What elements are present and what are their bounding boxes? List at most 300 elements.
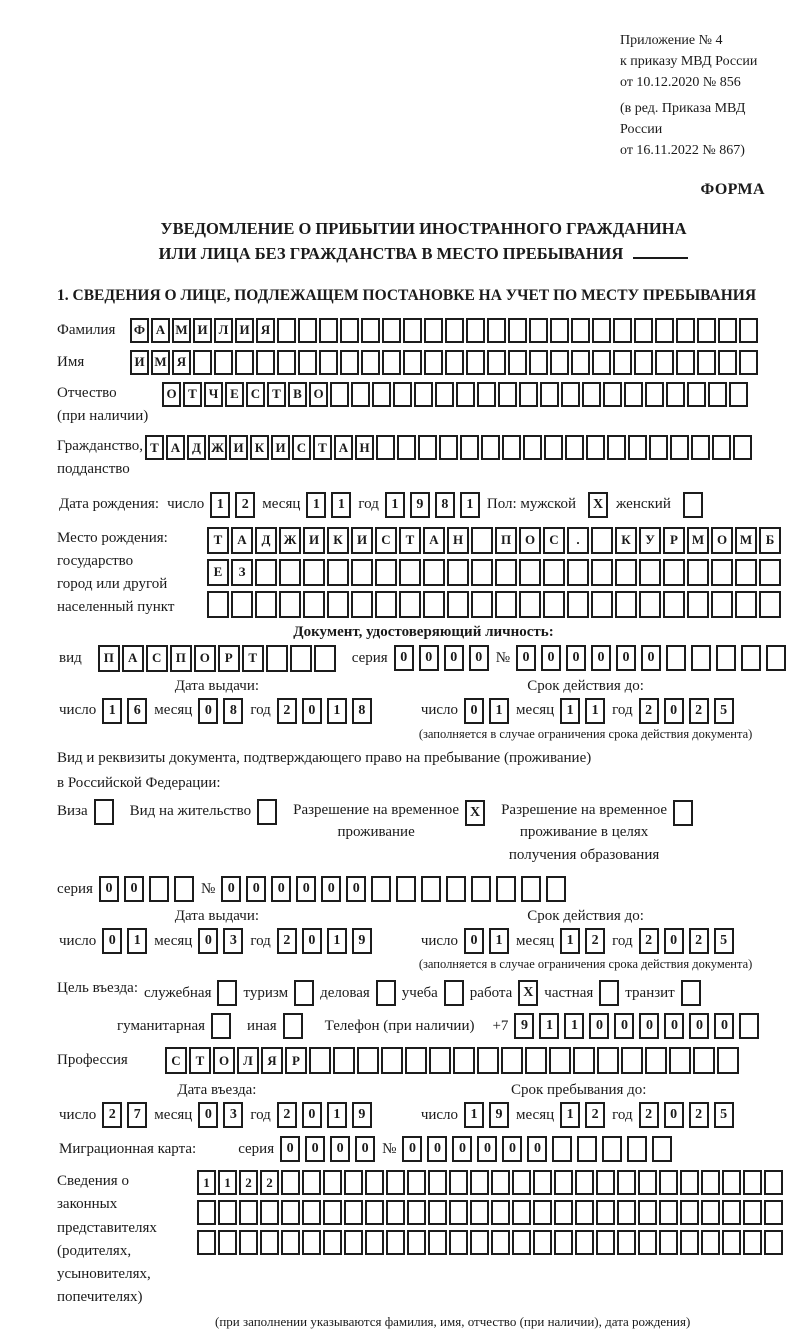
char-cell[interactable] <box>739 350 758 375</box>
char-cell[interactable] <box>495 559 517 586</box>
char-cell[interactable]: Н <box>355 435 374 460</box>
char-cell[interactable] <box>386 1170 405 1195</box>
char-cell[interactable] <box>218 1200 237 1225</box>
char-cell[interactable]: 1 <box>197 1170 216 1195</box>
char-cell[interactable] <box>617 1230 636 1255</box>
purpose-tourism-checkbox[interactable] <box>294 980 314 1006</box>
char-cell[interactable] <box>533 1170 552 1195</box>
char-cell[interactable] <box>214 350 233 375</box>
char-cell[interactable]: 5 <box>714 698 734 724</box>
char-cell[interactable]: 2 <box>639 928 659 954</box>
char-cell[interactable]: 1 <box>560 1102 580 1128</box>
char-cell[interactable] <box>735 591 757 618</box>
char-cell[interactable] <box>381 1047 403 1074</box>
char-cell[interactable] <box>303 559 325 586</box>
char-cell[interactable] <box>697 350 716 375</box>
char-cell[interactable] <box>554 1170 573 1195</box>
char-cell[interactable] <box>466 350 485 375</box>
char-cell[interactable]: 2 <box>235 492 255 518</box>
char-cell[interactable]: 1 <box>127 928 147 954</box>
char-cell[interactable]: 7 <box>127 1102 147 1128</box>
char-cell[interactable] <box>340 318 359 343</box>
char-cell[interactable] <box>403 318 422 343</box>
char-cell[interactable]: 0 <box>477 1136 497 1162</box>
char-cell[interactable]: С <box>146 645 168 672</box>
char-cell[interactable] <box>519 591 541 618</box>
char-cell[interactable] <box>418 435 437 460</box>
char-cell[interactable] <box>670 435 689 460</box>
char-cell[interactable]: 1 <box>385 492 405 518</box>
char-cell[interactable]: Р <box>218 645 240 672</box>
char-cell[interactable]: Е <box>225 382 244 407</box>
char-cell[interactable] <box>693 1047 715 1074</box>
purpose-private-checkbox[interactable] <box>599 980 619 1006</box>
char-cell[interactable] <box>281 1170 300 1195</box>
char-cell[interactable]: 1 <box>210 492 230 518</box>
char-cell[interactable]: . <box>567 527 589 554</box>
char-cell[interactable] <box>575 1170 594 1195</box>
char-cell[interactable]: 0 <box>305 1136 325 1162</box>
char-cell[interactable] <box>471 527 493 554</box>
char-cell[interactable] <box>519 559 541 586</box>
char-cell[interactable] <box>639 559 661 586</box>
char-cell[interactable]: Т <box>145 435 164 460</box>
char-cell[interactable] <box>376 435 395 460</box>
char-cell[interactable] <box>207 591 229 618</box>
char-cell[interactable] <box>634 350 653 375</box>
char-cell[interactable] <box>298 318 317 343</box>
char-cell[interactable] <box>319 318 338 343</box>
char-cell[interactable] <box>302 1200 321 1225</box>
char-cell[interactable]: О <box>213 1047 235 1074</box>
char-cell[interactable]: Я <box>261 1047 283 1074</box>
char-cell[interactable]: Н <box>447 527 469 554</box>
char-cell[interactable] <box>717 1047 739 1074</box>
char-cell[interactable] <box>351 591 373 618</box>
char-cell[interactable] <box>174 876 194 902</box>
char-cell[interactable] <box>255 559 277 586</box>
char-cell[interactable]: С <box>246 382 265 407</box>
char-cell[interactable]: 0 <box>591 645 611 671</box>
char-cell[interactable]: П <box>495 527 517 554</box>
char-cell[interactable]: Я <box>172 350 191 375</box>
char-cell[interactable] <box>460 435 479 460</box>
char-cell[interactable] <box>592 350 611 375</box>
char-cell[interactable] <box>235 350 254 375</box>
char-cell[interactable] <box>344 1200 363 1225</box>
char-cell[interactable] <box>639 591 661 618</box>
char-cell[interactable]: 9 <box>352 1102 372 1128</box>
char-cell[interactable]: 0 <box>641 645 661 671</box>
char-cell[interactable] <box>470 1170 489 1195</box>
char-cell[interactable] <box>543 559 565 586</box>
char-cell[interactable]: 0 <box>639 1013 659 1039</box>
char-cell[interactable] <box>239 1230 258 1255</box>
char-cell[interactable]: 2 <box>689 928 709 954</box>
char-cell[interactable] <box>638 1170 657 1195</box>
char-cell[interactable]: 0 <box>302 1102 322 1128</box>
char-cell[interactable] <box>421 876 441 902</box>
char-cell[interactable]: 8 <box>223 698 243 724</box>
char-cell[interactable]: 0 <box>664 1013 684 1039</box>
char-cell[interactable]: Ж <box>208 435 227 460</box>
char-cell[interactable] <box>498 382 517 407</box>
char-cell[interactable] <box>393 382 412 407</box>
char-cell[interactable]: 2 <box>277 698 297 724</box>
char-cell[interactable]: 1 <box>560 928 580 954</box>
char-cell[interactable] <box>397 435 416 460</box>
char-cell[interactable] <box>649 435 668 460</box>
char-cell[interactable] <box>533 1200 552 1225</box>
char-cell[interactable]: Ж <box>279 527 301 554</box>
char-cell[interactable] <box>512 1200 531 1225</box>
char-cell[interactable]: 1 <box>327 698 347 724</box>
char-cell[interactable]: 0 <box>296 876 316 902</box>
char-cell[interactable]: 0 <box>664 1102 684 1128</box>
char-cell[interactable] <box>382 350 401 375</box>
char-cell[interactable] <box>687 591 709 618</box>
char-cell[interactable] <box>260 1200 279 1225</box>
char-cell[interactable]: И <box>271 435 290 460</box>
char-cell[interactable] <box>449 1170 468 1195</box>
char-cell[interactable]: Я <box>256 318 275 343</box>
char-cell[interactable] <box>428 1200 447 1225</box>
char-cell[interactable]: 6 <box>127 698 147 724</box>
char-cell[interactable] <box>766 645 786 671</box>
char-cell[interactable] <box>645 382 664 407</box>
char-cell[interactable] <box>260 1230 279 1255</box>
char-cell[interactable] <box>687 559 709 586</box>
char-cell[interactable] <box>303 591 325 618</box>
char-cell[interactable]: М <box>151 350 170 375</box>
char-cell[interactable]: 0 <box>99 876 119 902</box>
char-cell[interactable]: М <box>735 527 757 554</box>
char-cell[interactable]: О <box>711 527 733 554</box>
char-cell[interactable]: 0 <box>330 1136 350 1162</box>
char-cell[interactable] <box>669 1047 691 1074</box>
purpose-transit-checkbox[interactable] <box>681 980 701 1006</box>
char-cell[interactable] <box>446 876 466 902</box>
char-cell[interactable]: 1 <box>489 928 509 954</box>
residence-permit-checkbox[interactable] <box>257 799 277 825</box>
char-cell[interactable] <box>279 559 301 586</box>
char-cell[interactable] <box>602 1136 622 1162</box>
char-cell[interactable] <box>470 1230 489 1255</box>
char-cell[interactable]: А <box>122 645 144 672</box>
char-cell[interactable] <box>617 1170 636 1195</box>
purpose-humanitarian-checkbox[interactable] <box>211 1013 231 1039</box>
char-cell[interactable]: К <box>615 527 637 554</box>
sex-male-checkbox[interactable]: X <box>588 492 608 518</box>
char-cell[interactable] <box>435 382 454 407</box>
char-cell[interactable]: 5 <box>714 928 734 954</box>
char-cell[interactable]: 0 <box>102 928 122 954</box>
char-cell[interactable] <box>481 435 500 460</box>
char-cell[interactable]: А <box>151 318 170 343</box>
sex-female-checkbox[interactable] <box>683 492 703 518</box>
char-cell[interactable] <box>361 350 380 375</box>
char-cell[interactable] <box>429 1047 451 1074</box>
char-cell[interactable] <box>663 559 685 586</box>
char-cell[interactable] <box>565 435 584 460</box>
char-cell[interactable] <box>546 876 566 902</box>
char-cell[interactable]: К <box>250 435 269 460</box>
char-cell[interactable]: 3 <box>223 928 243 954</box>
char-cell[interactable] <box>663 591 685 618</box>
char-cell[interactable] <box>722 1230 741 1255</box>
char-cell[interactable]: И <box>130 350 149 375</box>
char-cell[interactable]: А <box>423 527 445 554</box>
char-cell[interactable]: 0 <box>589 1013 609 1039</box>
char-cell[interactable] <box>655 350 674 375</box>
char-cell[interactable]: Т <box>183 382 202 407</box>
char-cell[interactable] <box>403 350 422 375</box>
char-cell[interactable]: 5 <box>714 1102 734 1128</box>
char-cell[interactable] <box>603 382 622 407</box>
char-cell[interactable]: 1 <box>460 492 480 518</box>
char-cell[interactable]: О <box>194 645 216 672</box>
char-cell[interactable] <box>615 559 637 586</box>
char-cell[interactable]: 2 <box>260 1170 279 1195</box>
char-cell[interactable] <box>371 876 391 902</box>
char-cell[interactable]: И <box>303 527 325 554</box>
char-cell[interactable]: Ф <box>130 318 149 343</box>
char-cell[interactable]: 0 <box>355 1136 375 1162</box>
char-cell[interactable] <box>759 591 781 618</box>
char-cell[interactable]: 2 <box>102 1102 122 1128</box>
char-cell[interactable]: 1 <box>585 698 605 724</box>
char-cell[interactable]: 0 <box>616 645 636 671</box>
char-cell[interactable] <box>375 559 397 586</box>
char-cell[interactable]: 3 <box>223 1102 243 1128</box>
char-cell[interactable] <box>597 1047 619 1074</box>
char-cell[interactable] <box>344 1170 363 1195</box>
char-cell[interactable] <box>659 1170 678 1195</box>
char-cell[interactable] <box>722 1170 741 1195</box>
char-cell[interactable] <box>239 1200 258 1225</box>
char-cell[interactable]: А <box>231 527 253 554</box>
char-cell[interactable]: И <box>235 318 254 343</box>
char-cell[interactable] <box>743 1230 762 1255</box>
char-cell[interactable] <box>550 350 569 375</box>
char-cell[interactable] <box>281 1200 300 1225</box>
char-cell[interactable]: М <box>687 527 709 554</box>
char-cell[interactable] <box>149 876 169 902</box>
char-cell[interactable] <box>266 645 288 672</box>
char-cell[interactable] <box>676 318 695 343</box>
char-cell[interactable] <box>396 876 416 902</box>
char-cell[interactable]: 1 <box>218 1170 237 1195</box>
char-cell[interactable] <box>357 1047 379 1074</box>
char-cell[interactable] <box>407 1200 426 1225</box>
char-cell[interactable] <box>617 1200 636 1225</box>
purpose-official-checkbox[interactable] <box>217 980 237 1006</box>
char-cell[interactable] <box>666 645 686 671</box>
char-cell[interactable]: 0 <box>302 928 322 954</box>
char-cell[interactable] <box>453 1047 475 1074</box>
char-cell[interactable] <box>407 1230 426 1255</box>
char-cell[interactable] <box>491 1170 510 1195</box>
char-cell[interactable] <box>449 1230 468 1255</box>
char-cell[interactable]: О <box>309 382 328 407</box>
char-cell[interactable] <box>628 435 647 460</box>
char-cell[interactable] <box>344 1230 363 1255</box>
char-cell[interactable] <box>365 1170 384 1195</box>
char-cell[interactable] <box>414 382 433 407</box>
char-cell[interactable] <box>680 1170 699 1195</box>
char-cell[interactable] <box>607 435 626 460</box>
char-cell[interactable]: 0 <box>469 645 489 671</box>
char-cell[interactable] <box>302 1170 321 1195</box>
char-cell[interactable]: Д <box>255 527 277 554</box>
char-cell[interactable] <box>592 318 611 343</box>
char-cell[interactable] <box>487 350 506 375</box>
char-cell[interactable]: М <box>172 318 191 343</box>
char-cell[interactable]: 2 <box>239 1170 258 1195</box>
char-cell[interactable] <box>351 382 370 407</box>
char-cell[interactable]: 1 <box>102 698 122 724</box>
char-cell[interactable]: У <box>639 527 661 554</box>
char-cell[interactable]: 1 <box>331 492 351 518</box>
char-cell[interactable] <box>405 1047 427 1074</box>
char-cell[interactable] <box>447 559 469 586</box>
char-cell[interactable] <box>552 1136 572 1162</box>
char-cell[interactable]: Д <box>187 435 206 460</box>
char-cell[interactable] <box>543 591 565 618</box>
char-cell[interactable]: Р <box>663 527 685 554</box>
char-cell[interactable] <box>739 1013 759 1039</box>
char-cell[interactable] <box>386 1200 405 1225</box>
char-cell[interactable] <box>759 559 781 586</box>
char-cell[interactable] <box>561 382 580 407</box>
char-cell[interactable] <box>372 382 391 407</box>
char-cell[interactable]: С <box>165 1047 187 1074</box>
char-cell[interactable]: Е <box>207 559 229 586</box>
purpose-work-checkbox[interactable]: X <box>518 980 538 1006</box>
char-cell[interactable] <box>573 1047 595 1074</box>
char-cell[interactable] <box>439 435 458 460</box>
char-cell[interactable] <box>477 1047 499 1074</box>
char-cell[interactable]: 0 <box>464 698 484 724</box>
char-cell[interactable] <box>501 1047 523 1074</box>
char-cell[interactable]: 2 <box>585 928 605 954</box>
char-cell[interactable] <box>487 318 506 343</box>
temp-permit-checkbox[interactable]: X <box>465 800 485 826</box>
char-cell[interactable] <box>596 1200 615 1225</box>
char-cell[interactable] <box>323 1230 342 1255</box>
char-cell[interactable]: С <box>292 435 311 460</box>
char-cell[interactable]: 2 <box>277 928 297 954</box>
char-cell[interactable] <box>382 318 401 343</box>
char-cell[interactable]: Ч <box>204 382 223 407</box>
char-cell[interactable] <box>582 382 601 407</box>
char-cell[interactable] <box>508 318 527 343</box>
char-cell[interactable] <box>491 1200 510 1225</box>
char-cell[interactable] <box>676 350 695 375</box>
char-cell[interactable]: И <box>193 318 212 343</box>
char-cell[interactable] <box>399 591 421 618</box>
char-cell[interactable] <box>575 1230 594 1255</box>
char-cell[interactable] <box>399 559 421 586</box>
char-cell[interactable] <box>718 318 737 343</box>
char-cell[interactable] <box>512 1170 531 1195</box>
char-cell[interactable]: 0 <box>346 876 366 902</box>
char-cell[interactable] <box>456 382 475 407</box>
char-cell[interactable] <box>680 1200 699 1225</box>
char-cell[interactable] <box>428 1170 447 1195</box>
char-cell[interactable] <box>255 591 277 618</box>
char-cell[interactable] <box>739 318 758 343</box>
char-cell[interactable] <box>701 1200 720 1225</box>
char-cell[interactable]: Т <box>267 382 286 407</box>
char-cell[interactable] <box>365 1200 384 1225</box>
char-cell[interactable] <box>447 591 469 618</box>
char-cell[interactable] <box>519 382 538 407</box>
char-cell[interactable]: П <box>170 645 192 672</box>
char-cell[interactable] <box>445 318 464 343</box>
char-cell[interactable] <box>512 1230 531 1255</box>
char-cell[interactable] <box>327 591 349 618</box>
char-cell[interactable] <box>549 1047 571 1074</box>
char-cell[interactable] <box>591 591 613 618</box>
char-cell[interactable] <box>701 1230 720 1255</box>
char-cell[interactable] <box>687 382 706 407</box>
char-cell[interactable] <box>449 1200 468 1225</box>
char-cell[interactable] <box>361 318 380 343</box>
char-cell[interactable] <box>621 1047 643 1074</box>
char-cell[interactable] <box>591 559 613 586</box>
char-cell[interactable]: 0 <box>271 876 291 902</box>
char-cell[interactable]: Т <box>313 435 332 460</box>
char-cell[interactable] <box>615 591 637 618</box>
char-cell[interactable]: 1 <box>327 928 347 954</box>
char-cell[interactable] <box>659 1230 678 1255</box>
char-cell[interactable] <box>340 350 359 375</box>
char-cell[interactable] <box>323 1200 342 1225</box>
char-cell[interactable] <box>290 645 312 672</box>
char-cell[interactable]: О <box>519 527 541 554</box>
char-cell[interactable] <box>491 1230 510 1255</box>
char-cell[interactable]: 0 <box>664 698 684 724</box>
char-cell[interactable]: К <box>327 527 349 554</box>
char-cell[interactable]: 0 <box>527 1136 547 1162</box>
char-cell[interactable] <box>523 435 542 460</box>
char-cell[interactable] <box>544 435 563 460</box>
char-cell[interactable]: 0 <box>502 1136 522 1162</box>
char-cell[interactable] <box>502 435 521 460</box>
char-cell[interactable] <box>540 382 559 407</box>
char-cell[interactable]: 0 <box>541 645 561 671</box>
char-cell[interactable] <box>279 591 301 618</box>
char-cell[interactable]: Т <box>242 645 264 672</box>
char-cell[interactable] <box>445 350 464 375</box>
char-cell[interactable]: Р <box>285 1047 307 1074</box>
char-cell[interactable]: 0 <box>198 1102 218 1128</box>
char-cell[interactable] <box>764 1170 783 1195</box>
purpose-study-checkbox[interactable] <box>444 980 464 1006</box>
char-cell[interactable]: 0 <box>302 698 322 724</box>
char-cell[interactable]: 1 <box>539 1013 559 1039</box>
char-cell[interactable]: О <box>162 382 181 407</box>
char-cell[interactable] <box>716 645 736 671</box>
char-cell[interactable] <box>764 1230 783 1255</box>
char-cell[interactable] <box>314 645 336 672</box>
char-cell[interactable] <box>330 382 349 407</box>
char-cell[interactable]: Л <box>214 318 233 343</box>
char-cell[interactable] <box>533 1230 552 1255</box>
char-cell[interactable] <box>711 591 733 618</box>
char-cell[interactable] <box>309 1047 331 1074</box>
